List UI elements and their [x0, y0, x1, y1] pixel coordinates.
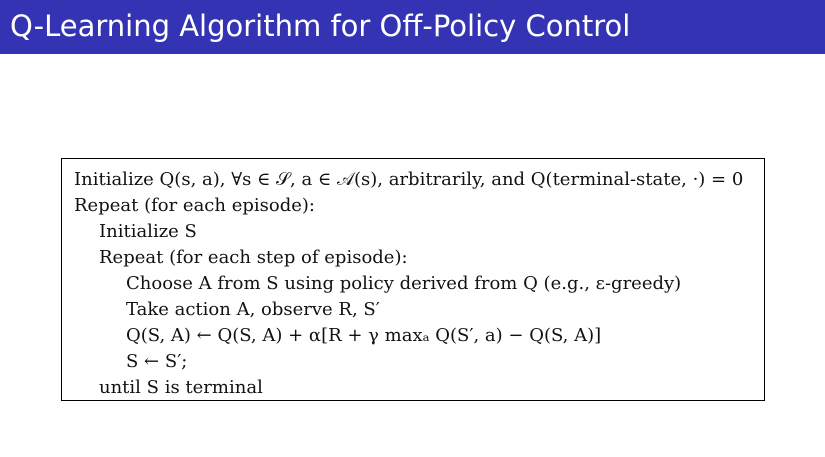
algorithm-line-initialize-s: Initialize S	[99, 221, 197, 242]
algorithm-line-repeat-episode: Repeat (for each episode):	[74, 195, 315, 216]
algorithm-line-state-update: S ← S′;	[126, 351, 188, 372]
algorithm-line-take-action: Take action A, observe R, S′	[126, 299, 380, 320]
algorithm-line-q-update: Q(S, A) ← Q(S, A) + α[R + γ maxₐ Q(S′, a) − Q(S, A)]	[126, 325, 602, 346]
algorithm-line-repeat-step: Repeat (for each step of episode):	[99, 247, 408, 268]
algorithm-line-initialize-q: Initialize Q(s, a), ∀s ∈ 𝒮, a ∈ 𝒜(s), arbitrarily, and Q(terminal-state, ·) = 0	[74, 169, 744, 190]
algorithm-line-choose-action: Choose A from S using policy derived from Q (e.g., ε-greedy)	[126, 273, 682, 294]
title-bar	[0, 0, 825, 54]
slide-title: Q-Learning Algorithm for Off-Policy Control	[10, 9, 631, 43]
algorithm-box	[61, 158, 765, 401]
algorithm-line-until-terminal: until S is terminal	[99, 377, 263, 398]
